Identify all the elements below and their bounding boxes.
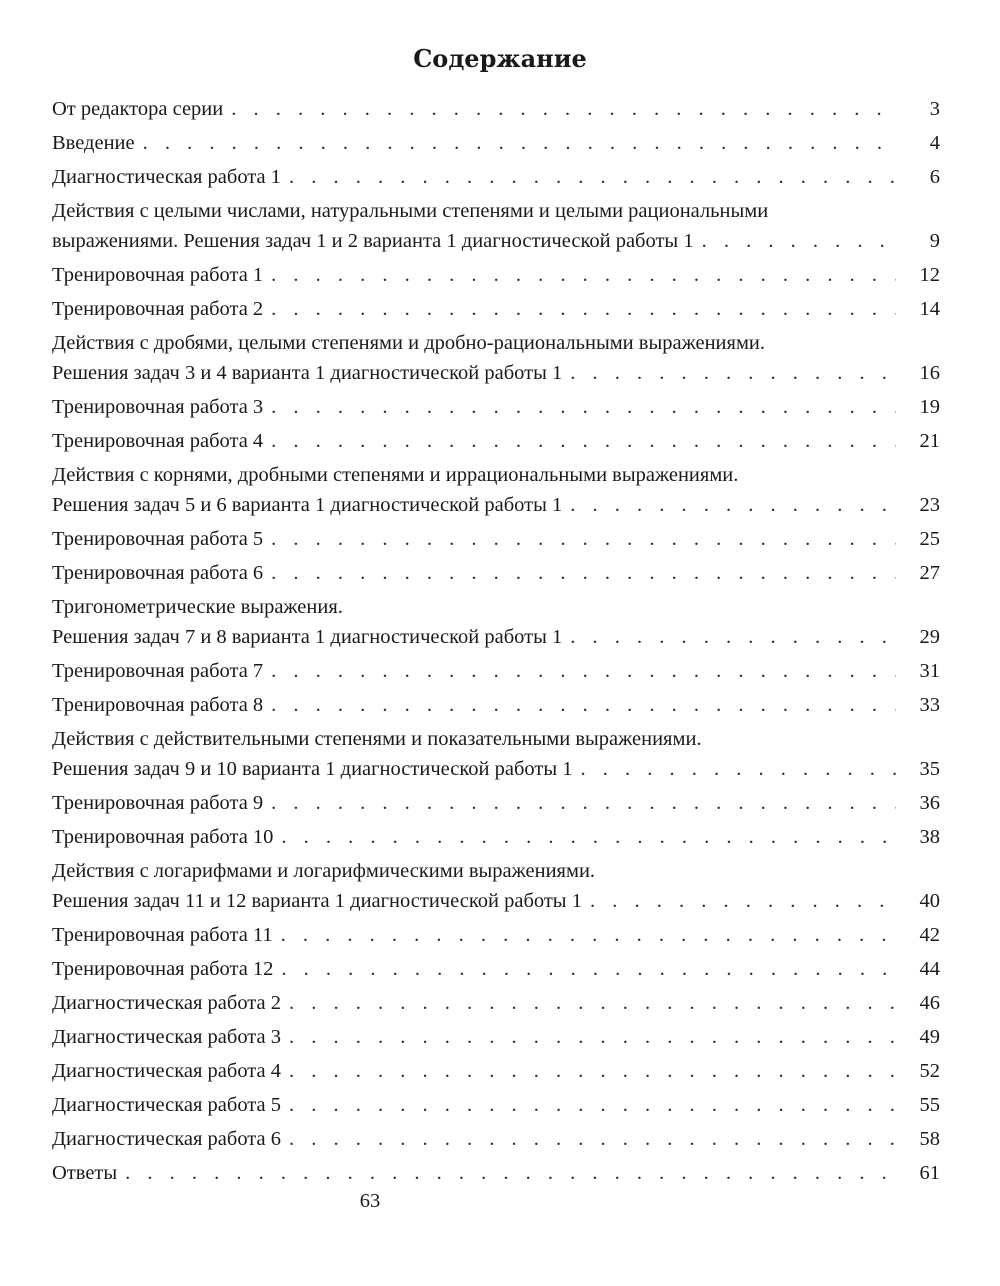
toc-entry-title: Диагностическая работа 1	[52, 166, 281, 188]
toc-entry-page-number: 49	[919, 1026, 940, 1048]
toc-entry-title-line: Действия с корнями, дробными степенями и иррациональными выражениями.	[52, 464, 739, 486]
toc-entry-title-line: Действия с логарифмами и логарифмическими выражениями.	[52, 860, 596, 882]
toc-entry-line	[52, 426, 940, 456]
dot-leader	[281, 954, 896, 984]
toc-entry-line	[52, 162, 940, 192]
toc-entry-line	[52, 656, 940, 686]
toc-entry-title: выражениями. Решения задач 1 и 2 варианта 1 диагностической работы 1	[52, 230, 694, 252]
toc-entry	[52, 162, 940, 192]
dot-leader	[125, 1158, 896, 1188]
toc-entry-title: Введение	[52, 132, 135, 154]
toc-entry-page-number: 40	[919, 890, 940, 912]
toc-entry-page-number: 19	[919, 396, 940, 418]
toc-entry-page-number: 58	[919, 1128, 940, 1150]
toc-entry-page-number: 21	[919, 430, 940, 452]
dot-leader	[570, 622, 896, 652]
toc-entry	[52, 1158, 940, 1188]
toc-entry-page-number: 12	[919, 264, 940, 286]
toc-entry-title: Тренировочная работа 6	[52, 562, 264, 584]
toc-entry	[52, 690, 940, 720]
toc-entry-title: Диагностическая работа 5	[52, 1094, 281, 1116]
toc-entry	[52, 920, 940, 950]
dot-leader	[702, 226, 896, 256]
toc-entry	[52, 460, 940, 520]
toc-entry-title: Тренировочная работа 12	[52, 958, 274, 980]
toc-entry-page-number: 3	[929, 98, 940, 120]
toc-entry-title: Тренировочная работа 3	[52, 396, 264, 418]
toc-entry-line	[52, 754, 940, 784]
toc-entry-line	[52, 954, 940, 984]
toc-entry-title-line: Тригонометрические выражения.	[52, 596, 343, 618]
toc-entry-line	[52, 1090, 940, 1120]
toc-entry-page-number: 52	[919, 1060, 940, 1082]
toc-entry	[52, 1124, 940, 1154]
dot-leader	[271, 656, 896, 686]
toc-entry-page-number: 4	[929, 132, 940, 154]
dot-leader	[289, 1090, 896, 1120]
toc-entry-page-number: 23	[919, 494, 940, 516]
dot-leader	[289, 988, 896, 1018]
dot-leader	[271, 294, 896, 324]
toc-entry-line	[52, 558, 940, 588]
dot-leader	[271, 426, 896, 456]
toc-entry	[52, 592, 940, 652]
toc-entry-page-number: 36	[919, 792, 940, 814]
toc-entry-page-number: 55	[919, 1094, 940, 1116]
toc-entry-page-number: 14	[919, 298, 940, 320]
toc-entry-title: Тренировочная работа 9	[52, 792, 264, 814]
toc-entry-title: Диагностическая работа 4	[52, 1060, 281, 1082]
dot-leader	[289, 1056, 896, 1086]
toc-entry-page-number: 38	[919, 826, 940, 848]
toc-entry-line	[52, 920, 940, 950]
toc-entry-title: Тренировочная работа 4	[52, 430, 264, 452]
dot-leader	[271, 524, 896, 554]
toc-entry-title: Диагностическая работа 6	[52, 1128, 281, 1150]
toc-entry-page-number: 9	[929, 230, 940, 252]
toc-entry-line	[52, 524, 940, 554]
toc-entry	[52, 1056, 940, 1086]
toc-entry-title: Решения задач 9 и 10 варианта 1 диагностической работы 1	[52, 758, 573, 780]
toc-entry-page-number: 61	[919, 1162, 940, 1184]
toc-entry-line	[52, 886, 940, 916]
toc-entry-title: Тренировочная работа 2	[52, 298, 264, 320]
dot-leader	[271, 788, 896, 818]
toc-entry	[52, 1090, 940, 1120]
toc-entry-line	[52, 1124, 940, 1154]
dot-leader	[143, 128, 896, 158]
page-number-footer: 63	[359, 1190, 381, 1212]
toc-entry-title: Решения задач 5 и 6 варианта 1 диагностической работы 1	[52, 494, 563, 516]
toc-entry-page-number: 27	[919, 562, 940, 584]
dot-leader	[271, 690, 896, 720]
toc-entry-page-number: 42	[919, 924, 940, 946]
toc-entry-line	[52, 490, 940, 520]
toc-entry-title: Диагностическая работа 2	[52, 992, 281, 1014]
toc-entry-title: Решения задач 11 и 12 варианта 1 диагностической работы 1	[52, 890, 582, 912]
toc-entry-line	[52, 788, 940, 818]
toc-entry	[52, 328, 940, 388]
toc-entry-line	[52, 822, 940, 852]
toc-entry-title: Тренировочная работа 8	[52, 694, 264, 716]
toc-entry	[52, 822, 940, 852]
toc-entry-line	[52, 260, 940, 290]
dot-leader	[231, 94, 896, 124]
toc-entry-line	[52, 94, 940, 124]
toc-entry-title: Тренировочная работа 5	[52, 528, 264, 550]
toc-entry-line	[52, 622, 940, 652]
toc-entry-line	[52, 226, 940, 256]
dot-leader	[281, 920, 896, 950]
toc-entry-title: Решения задач 7 и 8 варианта 1 диагностической работы 1	[52, 626, 563, 648]
toc-entry-line	[52, 358, 940, 388]
toc-entry	[52, 94, 940, 124]
toc-entry-title: Тренировочная работа 10	[52, 826, 274, 848]
toc-entry-line	[52, 690, 940, 720]
toc-entry	[52, 856, 940, 916]
toc-entry	[52, 392, 940, 422]
dot-leader	[570, 490, 896, 520]
toc-entry	[52, 724, 940, 784]
toc-entry-page-number: 25	[919, 528, 940, 550]
dot-leader	[289, 162, 896, 192]
dot-leader	[289, 1124, 896, 1154]
toc-entry	[52, 1022, 940, 1052]
toc-entry-title-line: Действия с действительными степенями и показательными выражениями.	[52, 728, 702, 750]
toc-entry	[52, 196, 940, 256]
toc-entry-title: Тренировочная работа 11	[52, 924, 273, 946]
toc-entry	[52, 524, 940, 554]
toc-entry-line	[52, 128, 940, 158]
toc-entry-title: Тренировочная работа 7	[52, 660, 264, 682]
toc-entry-title: Ответы	[52, 1162, 118, 1184]
toc-entry	[52, 260, 940, 290]
toc-entry-page-number: 31	[919, 660, 940, 682]
toc-entry-title-line: Действия с дробями, целыми степенями и дробно-рациональными выражениями.	[52, 332, 766, 354]
dot-leader	[590, 886, 896, 916]
toc-entry-title-line: Действия с целыми числами, натуральными степенями и целыми рациональными	[52, 200, 769, 222]
toc-entry	[52, 656, 940, 686]
dot-leader	[271, 392, 896, 422]
toc-entry-title: От редактора серии	[52, 98, 224, 120]
dot-leader	[289, 1022, 896, 1052]
toc-entry	[52, 558, 940, 588]
toc-entry	[52, 954, 940, 984]
dot-leader	[570, 358, 896, 388]
dot-leader	[271, 558, 896, 588]
toc-entry-line	[52, 1056, 940, 1086]
table-of-contents	[52, 94, 940, 1192]
dot-leader	[281, 822, 896, 852]
toc-entry-page-number: 16	[919, 362, 940, 384]
toc-entry-page-number: 44	[919, 958, 940, 980]
toc-entry-page-number: 35	[919, 758, 940, 780]
toc-entry	[52, 788, 940, 818]
toc-entry-page-number: 6	[929, 166, 940, 188]
toc-entry	[52, 128, 940, 158]
toc-entry-title: Диагностическая работа 3	[52, 1026, 281, 1048]
toc-entry-line	[52, 988, 940, 1018]
toc-entry	[52, 294, 940, 324]
toc-entry-page-number: 33	[919, 694, 940, 716]
toc-entry-line	[52, 294, 940, 324]
toc-entry-line	[52, 1022, 940, 1052]
toc-entry-line	[52, 1158, 940, 1188]
toc-entry-line	[52, 392, 940, 422]
dot-leader	[580, 754, 896, 784]
page-title: Содержание	[413, 44, 587, 73]
toc-entry-page-number: 46	[919, 992, 940, 1014]
toc-entry-title: Решения задач 3 и 4 варианта 1 диагностической работы 1	[52, 362, 563, 384]
toc-entry	[52, 426, 940, 456]
toc-entry	[52, 988, 940, 1018]
toc-entry-title: Тренировочная работа 1	[52, 264, 264, 286]
toc-entry-page-number: 29	[919, 626, 940, 648]
dot-leader	[271, 260, 896, 290]
